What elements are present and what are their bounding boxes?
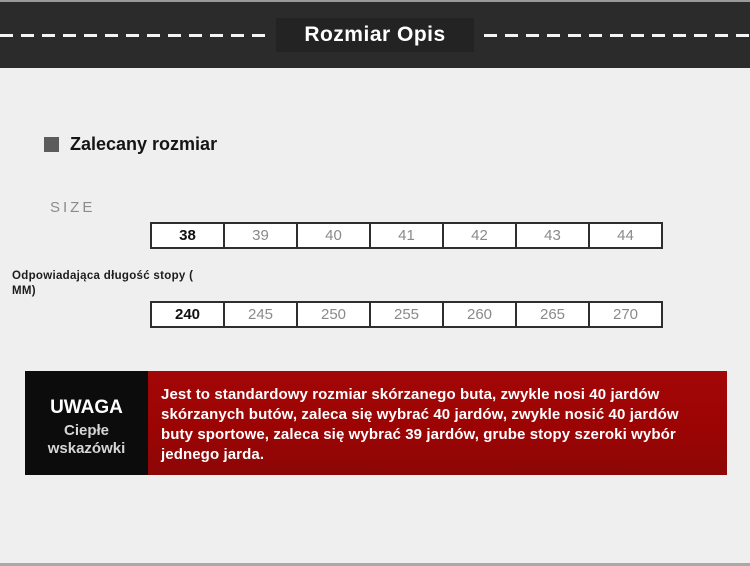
page-title: Rozmiar Opis [304, 23, 446, 46]
foot-length-cell: 255 [370, 302, 443, 327]
notice-body-text: Jest to standardowy rozmiar skórzanego buta, zwykle nosi 40 jardów skórzanych butów, zaleca się wybrać 40 jardów, zwykle nosić 40 jardów buty sportowe, zaleca się wybrać 39 jardów, grube stopy szeroki wybór jednego jarda. [161, 386, 679, 463]
header-bar [0, 2, 750, 68]
size-cell: 40 [297, 223, 370, 248]
size-table [150, 222, 663, 249]
notice-title: UWAGA [50, 396, 123, 418]
square-bullet-icon [44, 137, 59, 152]
foot-length-table-row [151, 302, 662, 327]
recommended-size-heading [44, 134, 217, 155]
foot-length-cell: 250 [297, 302, 370, 327]
size-cell: 39 [224, 223, 297, 248]
size-cell: 41 [370, 223, 443, 248]
foot-length-label: Odpowiadająca długość stopy ( MM) [12, 270, 194, 297]
notice-bar [25, 371, 727, 475]
notice-body-box [148, 371, 727, 475]
size-row-label: SIZE [50, 199, 96, 216]
size-cell: 38 [151, 223, 224, 248]
size-cell: 43 [516, 223, 589, 248]
dashed-line-left [0, 34, 266, 37]
recommended-size-heading-label: Zalecany rozmiar [70, 134, 218, 154]
notice-subtitle: Ciepłe wskazówki [47, 421, 126, 457]
foot-length-cell: 260 [443, 302, 516, 327]
foot-length-cell: 240 [151, 302, 224, 327]
size-cell: 42 [443, 223, 516, 248]
foot-length-cell: 265 [516, 302, 589, 327]
size-cell: 44 [589, 223, 662, 248]
header-title-box [276, 18, 473, 52]
foot-length-cell: 270 [589, 302, 662, 327]
dashed-line-right [484, 34, 750, 37]
foot-length-table [150, 301, 663, 328]
notice-label-box [25, 371, 148, 475]
foot-length-cell: 245 [224, 302, 297, 327]
size-table-row [151, 223, 662, 248]
